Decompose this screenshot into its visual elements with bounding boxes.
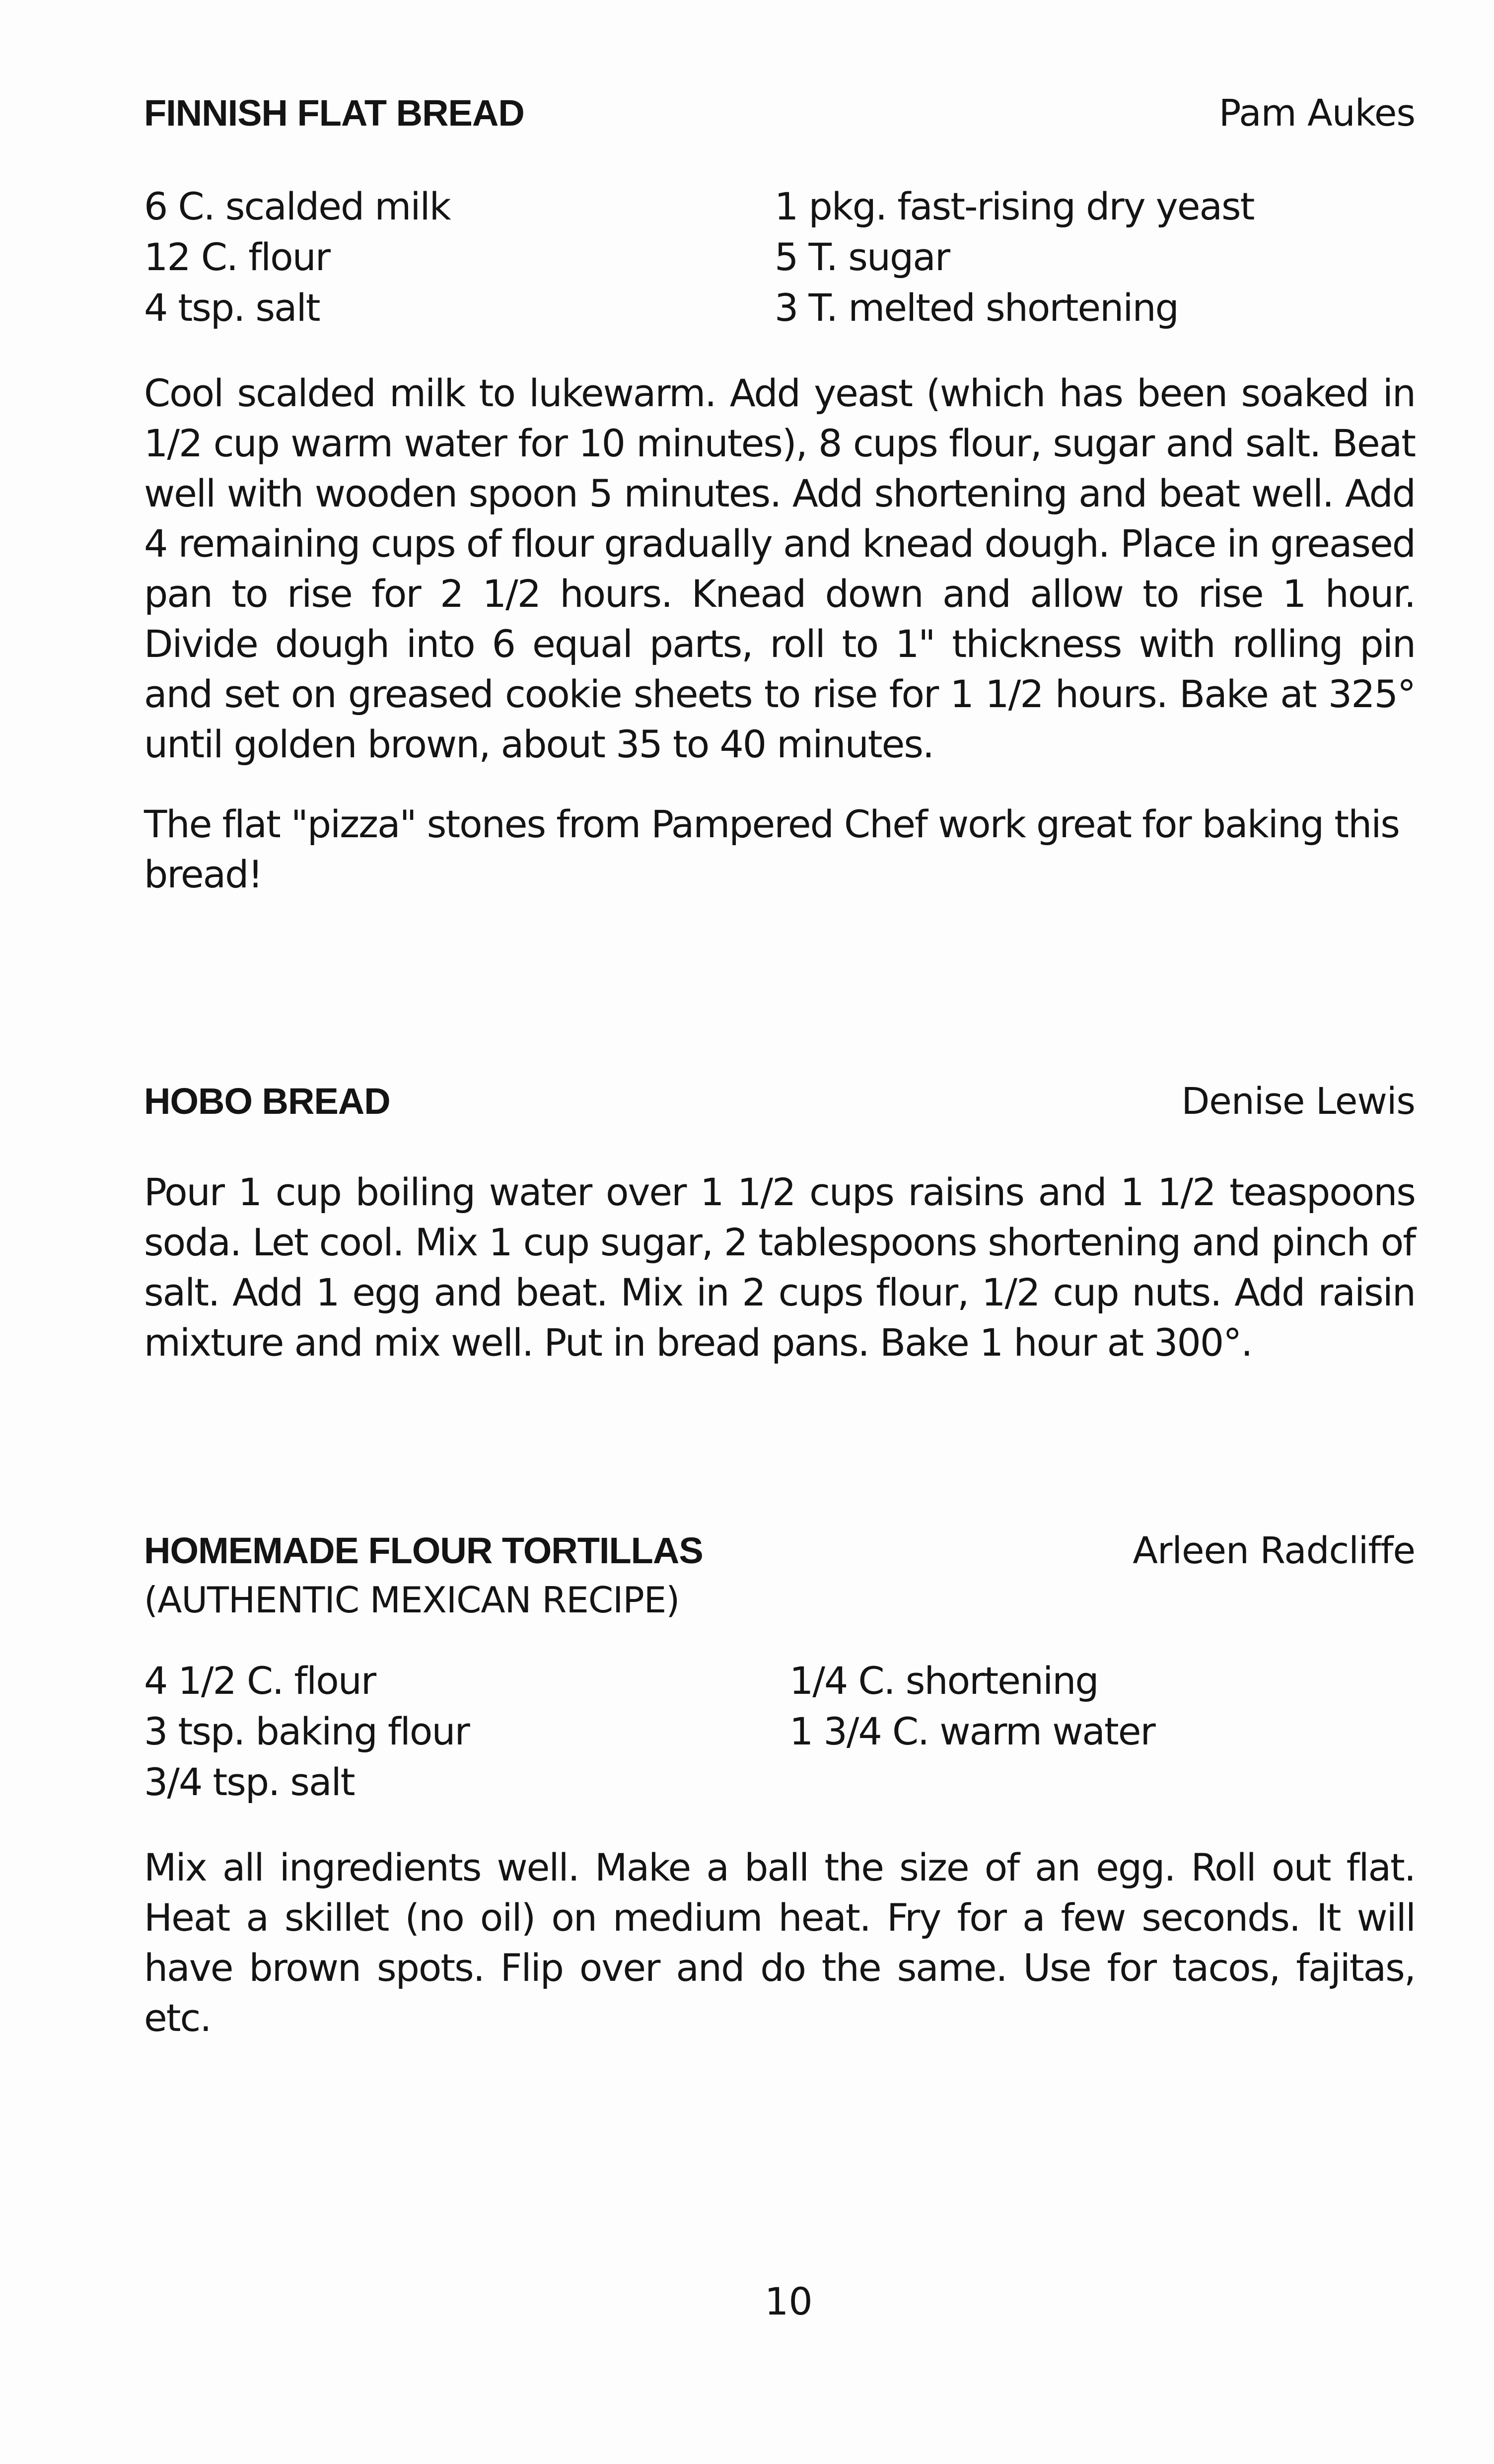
ingredient-item: 3 T. melted shortening [775,286,1178,330]
recipe-finnish-flat-bread [144,92,1415,899]
recipe-header [144,92,1415,146]
ingredient-item: 6 C. scalded milk [144,184,450,228]
recipe-instructions: Mix all ingredients well. Make a ball the size of an egg. Roll out flat. Heat a skillet (no oil) on medium heat. Fry for a few seconds. It will have brown spots. Flip over and do the same. Use for tacos, fajitas, etc. [144,1845,1415,2040]
ingredients-right-column [775,181,1254,333]
recipe-title: HOMEMADE FLOUR TORTILLAS [144,1530,703,1571]
page-number: 10 [765,2279,813,2323]
ingredient-item: 4 tsp. salt [144,286,320,330]
ingredients-left-column [144,1656,469,1808]
recipe-author: Pam Aukes [1218,92,1415,135]
ingredient-item: 3 tsp. baking flour [144,1709,469,1753]
recipe-instructions: Cool scalded milk to lukewarm. Add yeast (which has been soaked in 1/2 cup warm water for 10 minutes), 8 cups flour, sugar and salt. Beat well with wooden spoon 5 minutes. Add shortening and beat well. Add 4 remaining cups of flour gradually and knead dough. Place in greased pan to rise for 2 1/2 hours. Knead down and allow to rise 1 hour. Divide dough into 6 equal parts, roll to 1" thickness with rolling pin and set on greased cookie sheets to rise for 1 1/2 hours. Bake at 325° until golden brown, about 35 to 40 minutes. [144,371,1415,766]
recipe-note: The flat "pizza" stones from Pampered Chef work great for baking this bread! [144,802,1399,896]
recipe-instructions: Pour 1 cup boiling water over 1 1/2 cups raisins and 1 1/2 teaspoons soda. Let cool. Mix 1 cup sugar, 2 tablespoons shortening and pinch of salt. Add 1 egg and beat. Mix in 2 cups flour, 1/2 cup nuts. Add raisin mixture and mix well. Put in bread pans. Bake 1 hour at 300°. [144,1170,1415,1365]
ingredient-item: 12 C. flour [144,235,330,279]
ingredient-item: 1 pkg. fast-rising dry yeast [775,184,1254,228]
ingredient-item: 1 3/4 C. warm water [789,1709,1155,1753]
recipe-homemade-flour-tortillas [144,1529,1415,2043]
recipe-title: HOBO BREAD [144,1081,390,1122]
ingredient-item: 1/4 C. shortening [789,1659,1098,1703]
recipe-author: Arleen Radcliffe [1133,1529,1415,1572]
ingredient-item: 4 1/2 C. flour [144,1659,376,1703]
ingredient-item: 3/4 tsp. salt [144,1760,355,1804]
recipe-title: FINNISH FLAT BREAD [144,92,524,134]
recipe-header [144,1529,1415,1579]
ingredient-item: 5 T. sugar [775,235,950,279]
ingredients-right-column [789,1656,1155,1757]
recipe-hobo-bread [144,1080,1415,1368]
ingredient-list [144,181,1415,333]
ingredient-list [144,1656,1415,1808]
recipe-header [144,1080,1415,1135]
recipe-subtitle: (AUTHENTIC MEXICAN RECIPE) [144,1579,680,1621]
recipe-author: Denise Lewis [1181,1080,1415,1123]
ingredients-left-column [144,181,450,333]
